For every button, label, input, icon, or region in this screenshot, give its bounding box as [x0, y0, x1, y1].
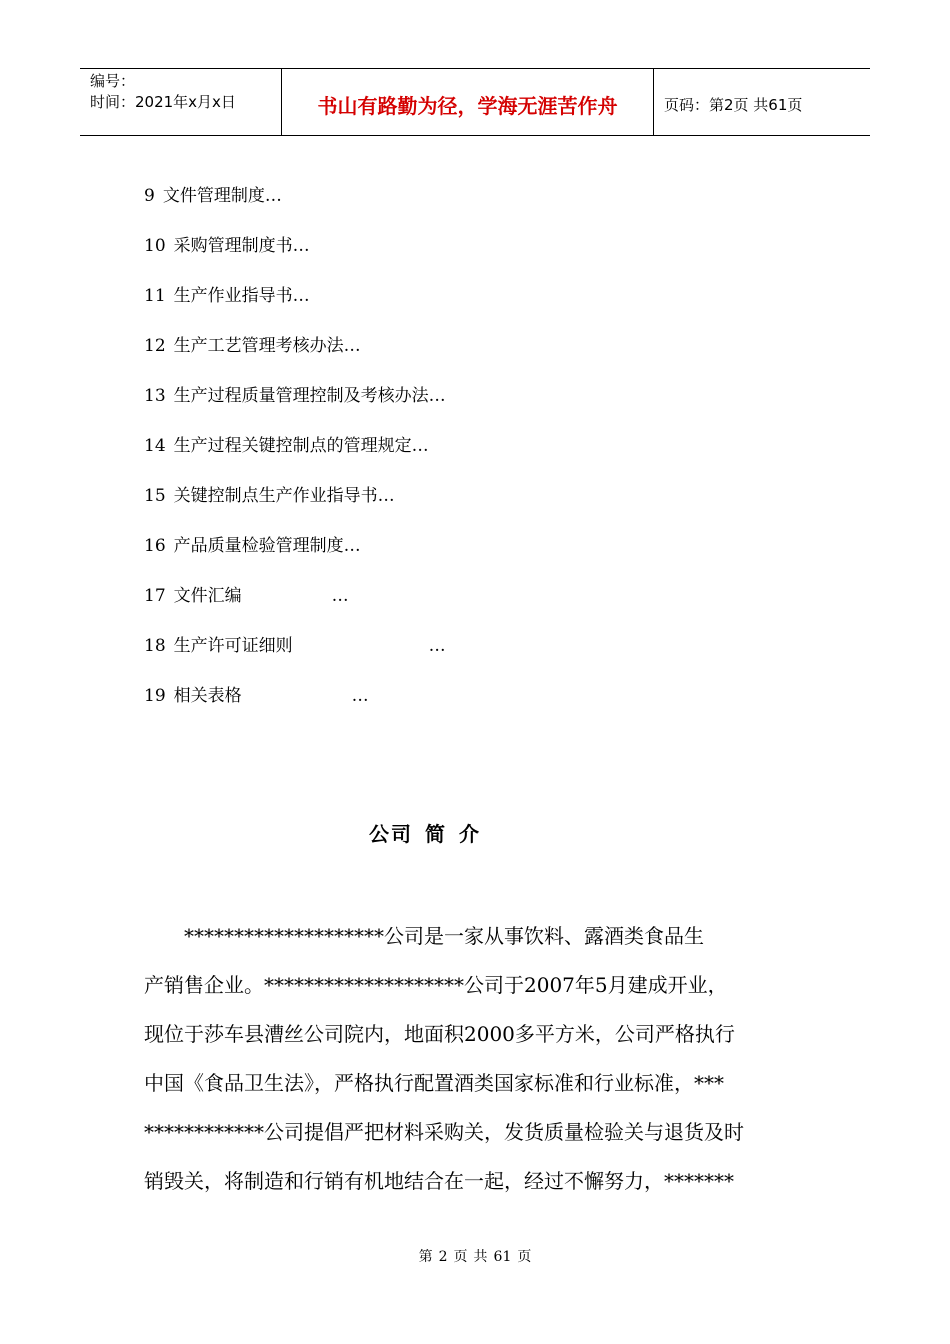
- table-of-contents: [144, 180, 804, 730]
- header-page-label: 页码：第2页 共61页: [664, 95, 803, 114]
- intro-line: ********************公司是一家从事饮料、露酒类食品生: [144, 924, 704, 948]
- toc-item[interactable]: [144, 380, 804, 430]
- intro-line: 销毁关，将制造和行销有机地结合在一起，经过不懈努力，*******: [144, 1169, 734, 1193]
- toc-item[interactable]: [144, 680, 804, 730]
- toc-item-number: 14: [144, 436, 166, 456]
- document-time-label: 时间：2021年x月x日: [90, 93, 236, 111]
- toc-item-number: 17: [144, 586, 166, 606]
- toc-item-number: 10: [144, 236, 166, 256]
- toc-item[interactable]: [144, 330, 804, 380]
- toc-item-title: 产品质量检验管理制度: [173, 536, 344, 556]
- footer-part: 第: [418, 1249, 433, 1265]
- toc-item-title: 相关表格: [173, 686, 242, 706]
- section-title-company-intro: [0, 818, 850, 847]
- toc-item-dots: …: [343, 536, 361, 556]
- intro-line: 现位于莎车县漕丝公司院内，地面积2000多平方米，公司严格执行: [144, 1022, 735, 1046]
- toc-item-title: 关键控制点生产作业指导书: [173, 486, 378, 506]
- toc-item-title: 文件汇编: [173, 586, 242, 606]
- page-header: [80, 68, 870, 136]
- footer-part: 页: [517, 1249, 532, 1265]
- toc-item[interactable]: [144, 630, 804, 680]
- document-number-label: 编号：: [90, 72, 136, 90]
- toc-item-dots: …: [377, 486, 395, 506]
- company-intro-paragraph: [144, 912, 806, 1206]
- toc-item-dots: …: [264, 186, 282, 206]
- toc-item-number: 11: [144, 286, 166, 306]
- toc-item-dots: …: [292, 236, 310, 256]
- toc-item-dots: …: [428, 636, 446, 656]
- toc-item[interactable]: [144, 480, 804, 530]
- section-title-part: 介: [459, 822, 481, 846]
- toc-item-number: 9: [144, 186, 155, 206]
- section-title-part: 公司: [369, 822, 413, 846]
- toc-item[interactable]: [144, 230, 804, 280]
- toc-item-dots: …: [411, 436, 429, 456]
- toc-item-number: 16: [144, 536, 166, 556]
- toc-item-dots: …: [343, 336, 361, 356]
- page-footer: [0, 1246, 950, 1266]
- toc-item-title: 采购管理制度书: [173, 236, 293, 256]
- toc-item-number: 13: [144, 386, 166, 406]
- toc-item[interactable]: [144, 280, 804, 330]
- toc-item[interactable]: [144, 430, 804, 480]
- intro-line: ************公司提倡严把材料采购关，发货质量检验关与退货及时: [144, 1120, 744, 1144]
- toc-item-title: 生产许可证细则: [173, 636, 293, 656]
- footer-part: 共: [473, 1249, 488, 1265]
- toc-item-number: 12: [144, 336, 166, 356]
- intro-line: 中国《食品卫生法》，严格执行配置酒类国家标准和行业标准，***: [144, 1071, 724, 1095]
- toc-item-number: 19: [144, 686, 166, 706]
- toc-item-number: 15: [144, 486, 166, 506]
- header-meta: [80, 69, 282, 135]
- toc-item-title: 生产过程质量管理控制及考核办法: [173, 386, 429, 406]
- toc-item-title: 生产过程关键控制点的管理规定: [173, 436, 412, 456]
- footer-part: 页: [453, 1249, 468, 1265]
- toc-item-dots: …: [351, 686, 369, 706]
- toc-item-dots: …: [292, 286, 310, 306]
- section-title-part: 简: [425, 822, 447, 846]
- footer-total-pages: 61: [493, 1249, 512, 1265]
- toc-item[interactable]: [144, 580, 804, 630]
- toc-item-dots: …: [331, 586, 349, 606]
- toc-item-dots: …: [428, 386, 446, 406]
- toc-item[interactable]: [144, 530, 804, 580]
- toc-item-title: 文件管理制度: [162, 186, 265, 206]
- toc-item[interactable]: [144, 180, 804, 230]
- toc-item-number: 18: [144, 636, 166, 656]
- toc-item-title: 生产工艺管理考核办法: [173, 336, 344, 356]
- toc-item-title: 生产作业指导书: [173, 286, 293, 306]
- intro-line: 产销售企业。********************公司于2007年5月建成开业，: [144, 973, 728, 997]
- header-motto: 书山有路勤为径，学海无涯苦作舟: [282, 69, 654, 135]
- footer-current-page: 2: [438, 1249, 448, 1265]
